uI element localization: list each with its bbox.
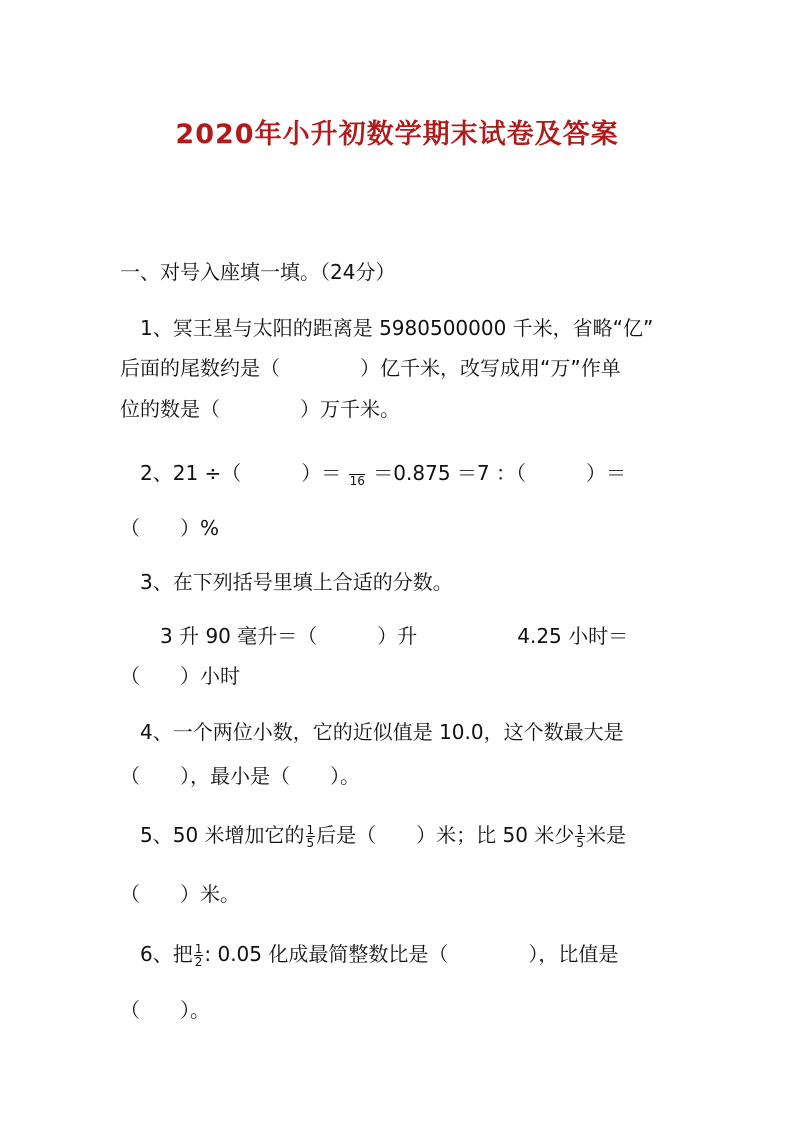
q3-line-2: 3 升 90 毫升＝（ ）升 4.25 小时＝ — [120, 624, 629, 648]
q6-text-b: : 0.05 化成最简整数比是（ ），比值是 — [204, 942, 619, 966]
q5-fraction-2 — [575, 824, 585, 849]
q1-line-3: 位的数是（ ）万千米。 — [120, 397, 400, 421]
q2-text-b: ＝0.875 ＝7 ：（ ）＝ — [366, 461, 626, 485]
q5-fraction-1-denominator: 5 — [306, 836, 315, 850]
q5-fraction-2-numerator: 1 — [576, 823, 584, 837]
q5-fraction-1 — [306, 824, 316, 849]
q6-line-2: （ ）。 — [120, 998, 210, 1022]
q6-fraction — [194, 943, 204, 968]
q3-line-1: 3、在下列括号里填上合适的分数。 — [120, 570, 453, 594]
q5-text-b: 后是（ ）米；比 50 米少 — [316, 823, 575, 847]
q6-line-1 — [120, 940, 618, 968]
q6-fraction-denominator: 2 — [194, 955, 203, 969]
q2-line-2: （ ）% — [120, 516, 220, 540]
q3-line-3: （ ）小时 — [120, 664, 240, 688]
q4-line-2: （ ），最小是（ ）。 — [120, 764, 360, 788]
q5-line-1 — [120, 821, 626, 849]
q2-fraction-denominator: 16 — [349, 473, 365, 488]
q2-fraction — [349, 463, 366, 487]
q5-text-c: 米是 — [585, 823, 626, 847]
q2-line-1 — [120, 459, 626, 487]
q1-line-1: 1、冥王星与太阳的距离是 5980500000 千米，省略“亿” — [120, 316, 654, 340]
q6-fraction-numerator: 1 — [194, 942, 203, 956]
section-heading: 一、对号入座填一填。（24分） — [120, 260, 396, 284]
q5-text-a: 5、50 米增加它的 — [120, 823, 305, 847]
q4-line-1: 4、一个两位小数，它的近似值是 10.0，这个数最大是 — [120, 720, 624, 744]
q5-fraction-1-numerator: 1 — [306, 823, 315, 837]
q6-text-a: 6、把 — [120, 942, 193, 966]
q2-text-a: 2、21 ÷（ ）＝ — [120, 461, 348, 485]
q5-line-2: （ ）米。 — [120, 882, 240, 906]
q5-fraction-2-denominator: 5 — [576, 836, 584, 850]
page-title: 2020年小升初数学期末试卷及答案 — [175, 119, 619, 150]
q1-line-2: 后面的尾数约是（ ）亿千米，改写成用“万”作单 — [120, 356, 621, 380]
q2-fraction-numerator — [349, 463, 365, 475]
